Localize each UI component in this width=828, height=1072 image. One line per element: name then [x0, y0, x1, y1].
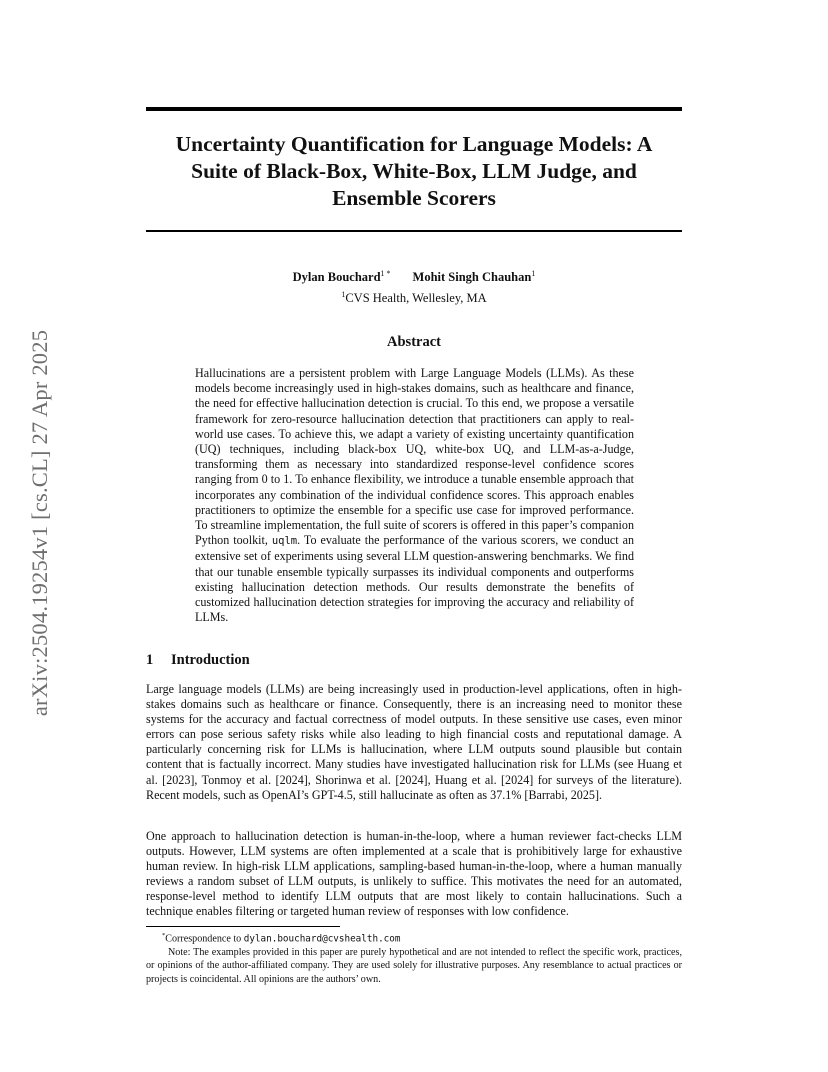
correspondence-email: dylan.bouchard@cvshealth.com [243, 933, 401, 945]
title-bottom-rule [146, 230, 682, 232]
title-line: Uncertainty Quantification for Language Models: A [175, 132, 653, 156]
correspondence-label: Correspondence to [165, 933, 244, 945]
section-heading [146, 652, 250, 669]
section-title: Introduction [171, 652, 250, 668]
correspondence-footnote [146, 929, 682, 946]
author-names [146, 265, 682, 286]
author-name: Dylan Bouchard [292, 270, 381, 285]
affiliation-mark: 1 [341, 290, 346, 300]
author-marks: 1 * [380, 269, 391, 278]
title-top-rule [146, 107, 682, 111]
arxiv-identifier-stamp [28, 290, 52, 756]
title-line: Ensemble Scorers [332, 186, 496, 210]
section-number: 1 [146, 652, 154, 668]
author-name: Mohit Singh Chauhan [412, 270, 532, 285]
toolkit-code-name: uqlm [271, 535, 298, 548]
footnote-mark: * [162, 932, 166, 939]
author-affiliation [146, 286, 682, 307]
intro-paragraph: One approach to hallucination detection is human-in-the-loop, where a human reviewer fact-checks LLM outputs. However, LLM systems are often implemented at a scale that is prohibitively large for exhaustive human review. In high-risk LLM applications, sampling-based human-in-the-loop, where a human manually reviews a random subset of LLM outputs, is unlikely to suffice. This motivates the need for an automated, response-level method to identify LLM outputs that are most likely to contain hallucinations. Such a technique enables filtering or targeted human review of responses with low confidence. [146, 829, 682, 919]
abstract-body [195, 366, 634, 625]
abstract-heading: Abstract [387, 334, 441, 350]
abstract-text: . To evaluate the performance of the various scorers, we conduct an extensive set of experiments using several LLM question-answering benchmarks. We find that our tunable ensemble typically surpasses its individual components and outperforms existing hallucination detection methods. Our results demonstrate the benefits of customized hallucination detection strategies for improving the accuracy and reliability of LLMs. [195, 533, 634, 625]
title-line: Suite of Black-Box, White-Box, LLM Judge, and [191, 159, 637, 183]
affiliation-text: CVS Health, Wellesley, MA [345, 291, 487, 306]
paper-title [146, 131, 682, 212]
arxiv-stamp-text: arXiv:2504.19254v1 [cs.CL] 27 Apr 2025 [27, 329, 52, 717]
author-marks: 1 [531, 269, 536, 278]
author-block [146, 265, 682, 307]
abstract-text: Hallucinations are a persistent problem with Large Language Models (LLMs). As these models become increasingly used in high-stakes domains, such as healthcare and finance, the need for effective hallucination detection is crucial. To this end, we propose a versatile framework for zero-resource hallucination detection that practitioners can apply to real-world use cases. To achieve this, we adapt a variety of existing uncertainty quantification (UQ) techniques, including black-box UQ, white-box UQ, and LLM-as-a-Judge, transforming them as necessary into standardized response-level confidence scores ranging from 0 to 1. To enhance flexibility, we introduce a tunable ensemble approach that incorporates any combination of the individual confidence scores. This approach enables practitioners to optimize the ensemble for a specific use case for improved performance. To streamline implementation, the full suite of scorers is offered in this paper’s companion Python toolkit, [195, 366, 634, 548]
disclaimer-note: Note: The examples provided in this paper are purely hypothetical and are not intended to reflect the specific work, practices, or opinions of the author-affiliated company. They are used solely for illustrative purposes. Any resemblance to actual practices or projects is coincidental. All opinions are the authors’ own. [146, 946, 682, 985]
intro-paragraph: Large language models (LLMs) are being increasingly used in production-level applications, often in high-stakes domains such as healthcare or finance. Consequently, there is an increasing need to monitor these systems for the accuracy and factual correctness of model outputs. In these sensitive use cases, even minor errors can pose serious safety risks while also leading to high financial costs and reputational damage. A particularly concerning risk for LLMs is hallucination, where LLM outputs sound plausible but contain content that is factually incorrect. Many studies have investigated hallucination risk for LLMs (see Huang et al. [2023], Tonmoy et al. [2024], Shorinwa et al. [2024], Huang et al. [2024] for surveys of the literature). Recent models, such as OpenAI’s GPT-4.5, still hallucinate as often as 37.1% [Barrabi, 2025]. [146, 682, 682, 802]
footnotes [146, 929, 682, 986]
footnote-rule [146, 926, 340, 927]
